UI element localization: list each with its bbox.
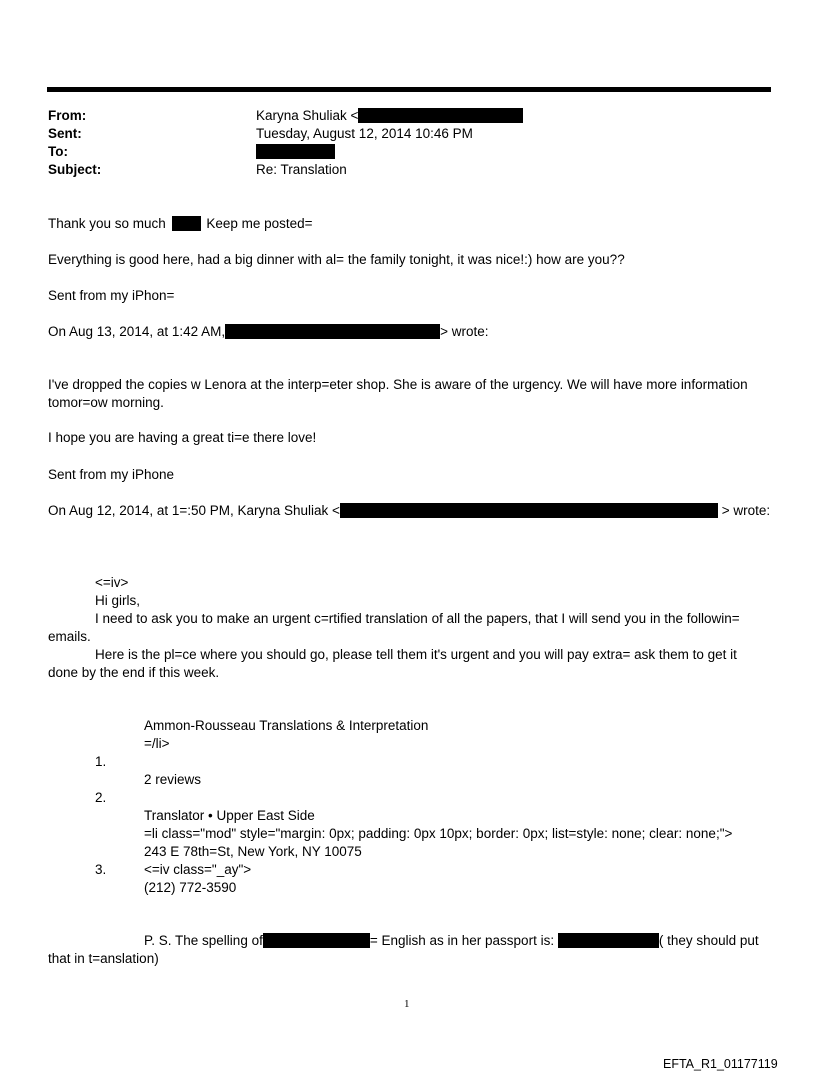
body-ps-b: = English as in her passport is: [369, 933, 555, 948]
body-div-tag: <=iv> [95, 575, 129, 590]
subject-value: Re: Translation [256, 162, 347, 177]
body-ammon: Ammon-Rousseau Translations & Interpretation [144, 718, 429, 733]
body-thanks-a: Thank you so much [48, 216, 166, 231]
redaction-from-email [358, 108, 523, 123]
bates-number: EFTA_R1_01177119 [663, 1057, 778, 1071]
body-sent-from-2: Sent from my iPhone [48, 467, 175, 482]
redaction-name [172, 216, 201, 231]
body-here-2: done by the end if this week. [48, 665, 220, 680]
redaction-ps-spelling [558, 933, 659, 948]
body-thanks [48, 216, 313, 232]
body-ps-2: that in t=anslation) [48, 951, 159, 966]
body-dropped-2: tomor=ow morning. [48, 395, 164, 410]
body-ps-a: P. S. The spelling of [144, 933, 263, 948]
from-label: From: [48, 108, 87, 123]
body-sent-from-1: Sent from my iPhon= [48, 288, 175, 303]
body-ps-line [144, 933, 759, 949]
body-on-1-a: On Aug 13, 2014, at 1:42 AM, [48, 324, 226, 339]
to-value [256, 144, 335, 160]
sent-label: Sent: [48, 126, 82, 141]
sent-value: Tuesday, August 12, 2014 10:46 PM [256, 126, 473, 141]
list-number-3: 3. [95, 862, 107, 877]
body-translator: Translator • Upper East Side [144, 808, 315, 823]
body-div-ay: <=iv class="_ay"> [144, 862, 252, 877]
list-number-1: 1. [95, 754, 107, 769]
from-value [256, 108, 523, 124]
body-phone: (212) 772-3590 [144, 880, 237, 895]
body-need-1: I need to ask you to make an urgent c=rtified translation of all the papers, that I will send you in the followin= [95, 611, 740, 626]
subject-label: Subject: [48, 162, 102, 177]
body-dropped-1: I've dropped the copies w Lenora at the interp=eter shop. She is aware of the urgency. We will have more information [48, 377, 748, 392]
body-li-class: =li class="mod" style="margin: 0px; padding: 0px 10px; border: 0px; list=style: none; clear: none;"> [144, 826, 733, 841]
page-number: 1 [404, 998, 410, 1010]
body-hope: I hope you are having a great ti=e there love! [48, 430, 317, 445]
to-label: To: [48, 144, 68, 159]
body-hi-girls: Hi girls, [95, 593, 141, 608]
body-on-2-b: > wrote: [721, 503, 771, 518]
body-ps-c: ( they should put [658, 933, 759, 948]
header-rule [47, 87, 771, 92]
body-li-close: =/li> [144, 736, 170, 751]
body-thanks-b: Keep me posted= [206, 216, 313, 231]
body-here-1: Here is the pl=ce where you should go, please tell them it's urgent and you will pay extra= ask them to get it [95, 647, 737, 662]
body-need-2: emails. [48, 629, 91, 644]
redaction-sender-2 [340, 503, 718, 518]
body-on-1-b: > wrote: [440, 324, 489, 339]
body-everything: Everything is good here, had a big dinner with al= the family tonight, it was nice!:) how are you?? [48, 252, 625, 267]
list-number-2: 2. [95, 790, 107, 805]
body-on-2-a: On Aug 12, 2014, at 1=:50 PM, Karyna Shuliak < [48, 503, 340, 518]
redaction-ps-name [263, 933, 370, 948]
body-address: 243 E 78th=St, New York, NY 10075 [144, 844, 362, 859]
redaction-to [256, 144, 335, 159]
body-on-wrote-1 [48, 324, 489, 340]
from-name: Karyna Shuliak < [256, 108, 359, 123]
redaction-sender-1 [225, 324, 440, 339]
body-reviews: 2 reviews [144, 772, 202, 787]
body-on-wrote-2 [48, 503, 770, 519]
